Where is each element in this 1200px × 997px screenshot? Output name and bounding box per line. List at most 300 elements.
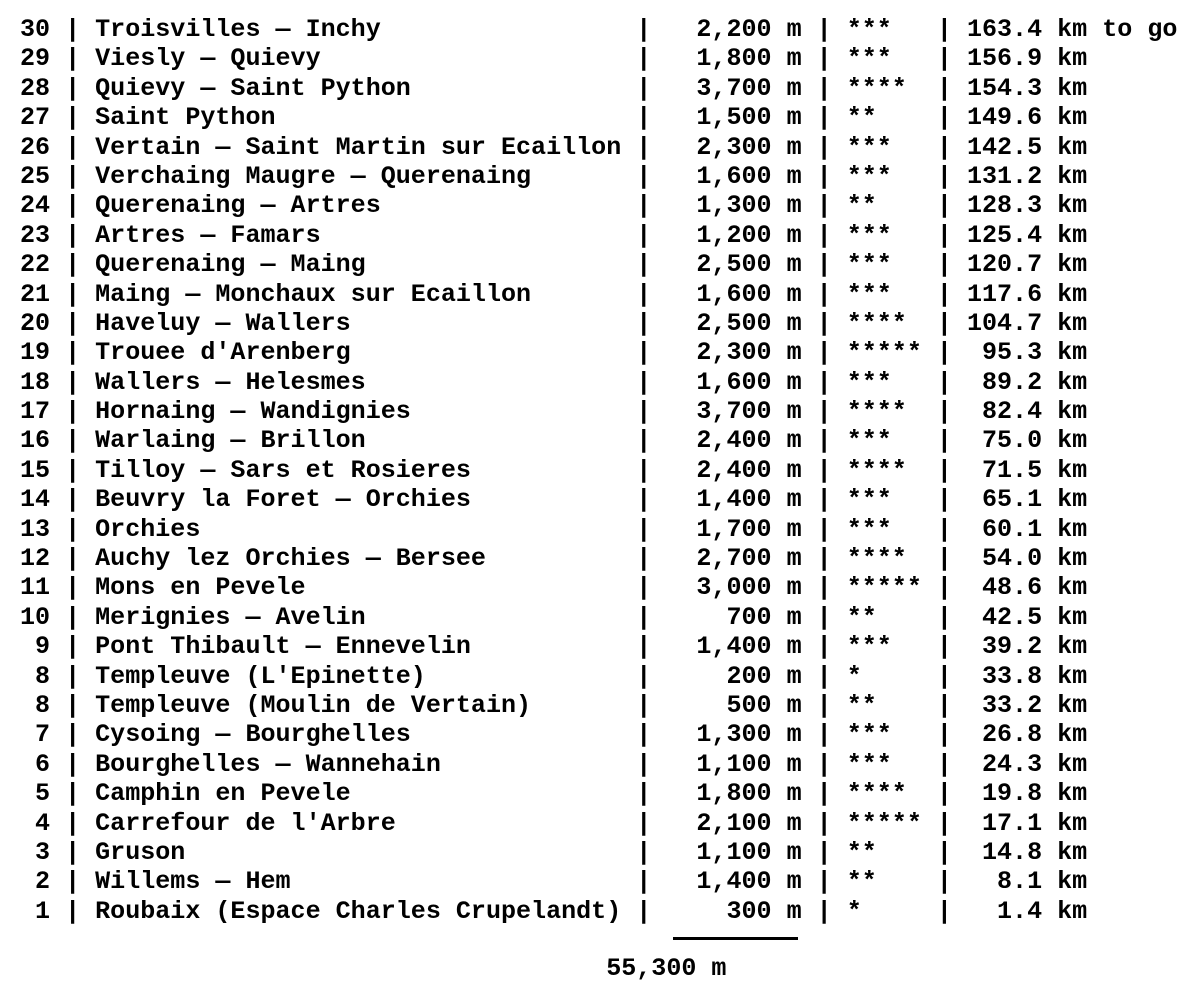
column-separator: | (621, 690, 667, 720)
column-separator: | (50, 632, 96, 662)
sector-row (20, 515, 1177, 544)
column-separator: | (921, 308, 967, 338)
sector-km-to-go: 19.8 km (966, 779, 1088, 809)
column-separator: | (801, 279, 847, 309)
column-separator: | (921, 690, 967, 720)
column-separator: | (621, 514, 667, 544)
column-separator: | (621, 485, 667, 515)
sector-length: 1,100 m (666, 749, 802, 779)
sector-name: Cysoing — Bourghelles (95, 720, 622, 750)
sector-length: 1,300 m (666, 720, 802, 750)
column-separator: | (621, 279, 667, 309)
column-separator: | (921, 514, 967, 544)
column-separator: | (801, 867, 847, 897)
sector-length: 1,400 m (666, 632, 802, 662)
sector-number: 8 (20, 690, 51, 720)
column-separator: | (801, 220, 847, 250)
sector-length: 1,800 m (666, 44, 802, 74)
sector-difficulty-stars: **** (846, 455, 922, 485)
sector-difficulty-stars: ** (846, 191, 922, 221)
sector-name: Querenaing — Maing (95, 250, 622, 280)
column-separator: | (621, 250, 667, 280)
column-separator: | (801, 602, 847, 632)
sector-number: 22 (20, 250, 51, 280)
sector-length: 2,400 m (666, 455, 802, 485)
column-separator: | (50, 544, 96, 574)
column-separator: | (921, 367, 967, 397)
sector-number: 7 (20, 720, 51, 750)
sector-difficulty-stars: **** (846, 397, 922, 427)
sector-km-to-go: 33.2 km (966, 690, 1088, 720)
sector-number: 1 (20, 896, 51, 926)
sector-difficulty-stars: ** (846, 690, 922, 720)
sector-difficulty-stars: *** (846, 720, 922, 750)
column-separator: | (921, 220, 967, 250)
column-separator: | (921, 191, 967, 221)
sector-name: Artres — Famars (95, 220, 622, 250)
column-separator: | (50, 720, 96, 750)
sector-length: 1,200 m (666, 220, 802, 250)
column-separator: | (50, 514, 96, 544)
total-value: 55,300 m (606, 954, 727, 983)
column-separator: | (50, 661, 96, 691)
sector-number: 12 (20, 544, 51, 574)
column-separator: | (801, 161, 847, 191)
sector-number: 25 (20, 161, 51, 191)
sector-km-to-go: 120.7 km (966, 250, 1088, 280)
total-length (20, 954, 726, 983)
sector-km-to-go: 131.2 km (966, 161, 1088, 191)
column-separator: | (921, 602, 967, 632)
sector-km-to-go: 149.6 km (966, 103, 1088, 133)
sector-row (20, 485, 1177, 514)
sector-row (20, 632, 1177, 661)
column-separator: | (921, 44, 967, 74)
column-separator: | (921, 837, 967, 867)
column-separator: | (921, 73, 967, 103)
sector-difficulty-stars: *** (846, 632, 922, 662)
sector-km-to-go: 33.8 km (966, 661, 1088, 691)
column-separator: | (801, 308, 847, 338)
sector-row (20, 103, 1177, 132)
cobble-sector-list (20, 15, 1177, 926)
column-separator: | (50, 220, 96, 250)
sector-name: Beuvry la Foret — Orchies (95, 485, 622, 515)
sector-km-to-go: 95.3 km (966, 338, 1088, 368)
sector-km-to-go: 156.9 km (966, 44, 1088, 74)
sector-number: 9 (20, 632, 51, 662)
sector-number: 3 (20, 837, 51, 867)
column-separator: | (801, 896, 847, 926)
sector-name: Pont Thibault — Ennevelin (95, 632, 622, 662)
column-separator: | (621, 867, 667, 897)
sector-name: Auchy lez Orchies — Bersee (95, 544, 622, 574)
sector-km-to-go: 163.4 km to go (966, 15, 1178, 44)
column-separator: | (50, 690, 96, 720)
sector-row (20, 426, 1177, 455)
total-rule (673, 937, 798, 940)
sector-length: 2,100 m (666, 808, 802, 838)
sector-length: 2,500 m (666, 308, 802, 338)
sector-length: 2,300 m (666, 132, 802, 162)
sector-km-to-go: 48.6 km (966, 573, 1088, 603)
sector-difficulty-stars: ***** (846, 338, 922, 368)
column-separator: | (921, 132, 967, 162)
column-separator: | (801, 455, 847, 485)
sector-row (20, 544, 1177, 573)
column-separator: | (921, 749, 967, 779)
sector-number: 23 (20, 220, 51, 250)
column-separator: | (801, 514, 847, 544)
sector-number: 2 (20, 867, 51, 897)
column-separator: | (921, 426, 967, 456)
column-separator: | (621, 749, 667, 779)
column-separator: | (50, 779, 96, 809)
column-separator: | (621, 44, 667, 74)
sector-length: 2,500 m (666, 250, 802, 280)
column-separator: | (801, 485, 847, 515)
sector-number: 8 (20, 661, 51, 691)
sector-difficulty-stars: * (846, 661, 922, 691)
sector-row (20, 691, 1177, 720)
column-separator: | (50, 308, 96, 338)
column-separator: | (921, 808, 967, 838)
sector-row (20, 809, 1177, 838)
sector-km-to-go: 1.4 km (966, 896, 1088, 926)
column-separator: | (921, 15, 967, 44)
sector-km-to-go: 82.4 km (966, 397, 1088, 427)
total-pad (20, 954, 606, 983)
column-separator: | (801, 573, 847, 603)
sector-length: 2,400 m (666, 426, 802, 456)
sector-km-to-go: 142.5 km (966, 132, 1088, 162)
sector-name: Viesly — Quievy (95, 44, 622, 74)
column-separator: | (801, 397, 847, 427)
column-separator: | (621, 808, 667, 838)
column-separator: | (621, 15, 667, 44)
column-separator: | (801, 191, 847, 221)
column-separator: | (621, 837, 667, 867)
column-separator: | (921, 279, 967, 309)
sector-length: 1,100 m (666, 837, 802, 867)
column-separator: | (50, 103, 96, 133)
sector-name: Bourghelles — Wannehain (95, 749, 622, 779)
sector-number: 30 (20, 15, 51, 44)
sector-number: 26 (20, 132, 51, 162)
column-separator: | (801, 103, 847, 133)
column-separator: | (801, 367, 847, 397)
sector-difficulty-stars: **** (846, 308, 922, 338)
column-separator: | (50, 161, 96, 191)
column-separator: | (921, 896, 967, 926)
sector-number: 28 (20, 73, 51, 103)
sector-difficulty-stars: *** (846, 132, 922, 162)
column-separator: | (801, 720, 847, 750)
sector-difficulty-stars: ** (846, 867, 922, 897)
sector-km-to-go: 17.1 km (966, 808, 1088, 838)
sector-difficulty-stars: *** (846, 15, 922, 44)
sector-length: 3,700 m (666, 73, 802, 103)
sector-name: Maing — Monchaux sur Ecaillon (95, 279, 622, 309)
column-separator: | (621, 661, 667, 691)
sector-row (20, 250, 1177, 279)
sector-name: Hornaing — Wandignies (95, 397, 622, 427)
column-separator: | (801, 73, 847, 103)
sector-row (20, 867, 1177, 896)
sector-length: 1,600 m (666, 279, 802, 309)
sector-km-to-go: 14.8 km (966, 837, 1088, 867)
sector-length: 1,600 m (666, 367, 802, 397)
sector-number: 24 (20, 191, 51, 221)
column-separator: | (921, 338, 967, 368)
sector-difficulty-stars: *** (846, 250, 922, 280)
sector-difficulty-stars: **** (846, 779, 922, 809)
sector-number: 21 (20, 279, 51, 309)
sector-length: 2,200 m (666, 15, 802, 44)
sector-difficulty-stars: *** (846, 514, 922, 544)
sector-km-to-go: 26.8 km (966, 720, 1088, 750)
sector-name: Vertain — Saint Martin sur Ecaillon (95, 132, 622, 162)
column-separator: | (50, 602, 96, 632)
sector-number: 16 (20, 426, 51, 456)
column-separator: | (801, 661, 847, 691)
column-separator: | (621, 720, 667, 750)
column-separator: | (621, 308, 667, 338)
column-separator: | (50, 867, 96, 897)
sector-number: 10 (20, 602, 51, 632)
column-separator: | (50, 896, 96, 926)
column-separator: | (801, 132, 847, 162)
column-separator: | (621, 191, 667, 221)
column-separator: | (621, 602, 667, 632)
column-separator: | (50, 397, 96, 427)
column-separator: | (50, 426, 96, 456)
sector-name: Wallers — Helesmes (95, 367, 622, 397)
column-separator: | (621, 161, 667, 191)
sector-km-to-go: 71.5 km (966, 455, 1088, 485)
sector-km-to-go: 154.3 km (966, 73, 1088, 103)
sector-row (20, 133, 1177, 162)
sector-number: 13 (20, 514, 51, 544)
sector-difficulty-stars: ***** (846, 573, 922, 603)
column-separator: | (621, 220, 667, 250)
sector-km-to-go: 89.2 km (966, 367, 1088, 397)
sector-row (20, 191, 1177, 220)
column-separator: | (621, 103, 667, 133)
sector-number: 6 (20, 749, 51, 779)
column-separator: | (621, 544, 667, 574)
column-separator: | (921, 661, 967, 691)
sector-length: 2,300 m (666, 338, 802, 368)
sector-difficulty-stars: ** (846, 837, 922, 867)
sector-row (20, 838, 1177, 867)
column-separator: | (921, 161, 967, 191)
sector-name: Merignies — Avelin (95, 602, 622, 632)
sector-length: 300 m (666, 896, 802, 926)
sector-name: Orchies (95, 514, 622, 544)
sector-row (20, 15, 1177, 44)
sector-difficulty-stars: *** (846, 279, 922, 309)
sector-name: Verchaing Maugre — Querenaing (95, 161, 622, 191)
column-separator: | (50, 279, 96, 309)
sector-number: 27 (20, 103, 51, 133)
column-separator: | (50, 132, 96, 162)
column-separator: | (50, 837, 96, 867)
column-separator: | (50, 367, 96, 397)
sector-name: Gruson (95, 837, 622, 867)
sector-name: Tilloy — Sars et Rosieres (95, 455, 622, 485)
column-separator: | (621, 338, 667, 368)
sector-km-to-go: 39.2 km (966, 632, 1088, 662)
column-separator: | (50, 44, 96, 74)
sector-km-to-go: 117.6 km (966, 279, 1088, 309)
sector-difficulty-stars: ** (846, 602, 922, 632)
sector-km-to-go: 75.0 km (966, 426, 1088, 456)
sector-length: 1,300 m (666, 191, 802, 221)
sector-name: Templeuve (Moulin de Vertain) (95, 690, 622, 720)
sector-row (20, 603, 1177, 632)
column-separator: | (50, 573, 96, 603)
column-separator: | (621, 397, 667, 427)
column-separator: | (621, 632, 667, 662)
sector-row (20, 662, 1177, 691)
sector-length: 1,400 m (666, 485, 802, 515)
column-separator: | (50, 73, 96, 103)
column-separator: | (621, 426, 667, 456)
column-separator: | (921, 485, 967, 515)
column-separator: | (801, 749, 847, 779)
sector-km-to-go: 128.3 km (966, 191, 1088, 221)
column-separator: | (801, 837, 847, 867)
sector-difficulty-stars: *** (846, 367, 922, 397)
column-separator: | (801, 632, 847, 662)
column-separator: | (621, 896, 667, 926)
sector-number: 15 (20, 455, 51, 485)
sector-km-to-go: 60.1 km (966, 514, 1088, 544)
column-separator: | (921, 455, 967, 485)
sector-name: Haveluy — Wallers (95, 308, 622, 338)
sector-row (20, 368, 1177, 397)
sector-name: Willems — Hem (95, 867, 622, 897)
sector-number: 5 (20, 779, 51, 809)
sector-length: 1,600 m (666, 161, 802, 191)
sector-name: Saint Python (95, 103, 622, 133)
column-separator: | (50, 191, 96, 221)
sector-km-to-go: 24.3 km (966, 749, 1088, 779)
column-separator: | (921, 250, 967, 280)
sector-name: Warlaing — Brillon (95, 426, 622, 456)
column-separator: | (921, 103, 967, 133)
column-separator: | (50, 485, 96, 515)
sector-length: 1,400 m (666, 867, 802, 897)
sector-row (20, 456, 1177, 485)
sector-difficulty-stars: ***** (846, 808, 922, 838)
column-separator: | (921, 779, 967, 809)
column-separator: | (50, 808, 96, 838)
column-separator: | (801, 808, 847, 838)
sector-length: 3,700 m (666, 397, 802, 427)
column-separator: | (50, 338, 96, 368)
column-separator: | (921, 544, 967, 574)
sector-row (20, 280, 1177, 309)
sector-length: 1,700 m (666, 514, 802, 544)
sector-row (20, 779, 1177, 808)
column-separator: | (801, 15, 847, 44)
sector-difficulty-stars: *** (846, 426, 922, 456)
sector-name: Carrefour de l'Arbre (95, 808, 622, 838)
column-separator: | (921, 867, 967, 897)
sector-km-to-go: 125.4 km (966, 220, 1088, 250)
sector-length: 1,500 m (666, 103, 802, 133)
sector-length: 1,800 m (666, 779, 802, 809)
sector-row (20, 74, 1177, 103)
sector-name: Mons en Pevele (95, 573, 622, 603)
sector-number: 4 (20, 808, 51, 838)
column-separator: | (50, 250, 96, 280)
sector-name: Trouee d'Arenberg (95, 338, 622, 368)
sector-length: 700 m (666, 602, 802, 632)
sector-name: Quievy — Saint Python (95, 73, 622, 103)
column-separator: | (621, 132, 667, 162)
sector-difficulty-stars: *** (846, 749, 922, 779)
sector-number: 18 (20, 367, 51, 397)
sector-number: 19 (20, 338, 51, 368)
sector-name: Troisvilles — Inchy (95, 15, 622, 44)
sector-number: 29 (20, 44, 51, 74)
sector-number: 17 (20, 397, 51, 427)
sector-row (20, 44, 1177, 73)
sector-length: 200 m (666, 661, 802, 691)
column-separator: | (801, 779, 847, 809)
sector-row (20, 750, 1177, 779)
sector-row (20, 397, 1177, 426)
column-separator: | (621, 779, 667, 809)
sector-km-to-go: 54.0 km (966, 544, 1088, 574)
sector-km-to-go: 42.5 km (966, 602, 1088, 632)
column-separator: | (621, 73, 667, 103)
column-separator: | (50, 455, 96, 485)
sector-row (20, 309, 1177, 338)
column-separator: | (801, 544, 847, 574)
sector-row (20, 338, 1177, 367)
column-separator: | (621, 573, 667, 603)
column-separator: | (621, 455, 667, 485)
sector-name: Querenaing — Artres (95, 191, 622, 221)
sector-length: 2,700 m (666, 544, 802, 574)
sector-difficulty-stars: *** (846, 44, 922, 74)
column-separator: | (921, 573, 967, 603)
column-separator: | (50, 15, 96, 44)
sector-name: Roubaix (Espace Charles Crupelandt) (95, 896, 622, 926)
column-separator: | (801, 426, 847, 456)
sector-row (20, 720, 1177, 749)
sector-row (20, 162, 1177, 191)
sector-row (20, 221, 1177, 250)
sector-difficulty-stars: **** (846, 73, 922, 103)
sector-difficulty-stars: * (846, 896, 922, 926)
sector-difficulty-stars: *** (846, 220, 922, 250)
sector-name: Templeuve (L'Epinette) (95, 661, 622, 691)
sector-row (20, 573, 1177, 602)
sector-km-to-go: 104.7 km (966, 308, 1088, 338)
sector-difficulty-stars: **** (846, 544, 922, 574)
column-separator: | (921, 720, 967, 750)
sector-length: 500 m (666, 690, 802, 720)
column-separator: | (50, 749, 96, 779)
sector-km-to-go: 65.1 km (966, 485, 1088, 515)
column-separator: | (801, 250, 847, 280)
sector-difficulty-stars: ** (846, 103, 922, 133)
